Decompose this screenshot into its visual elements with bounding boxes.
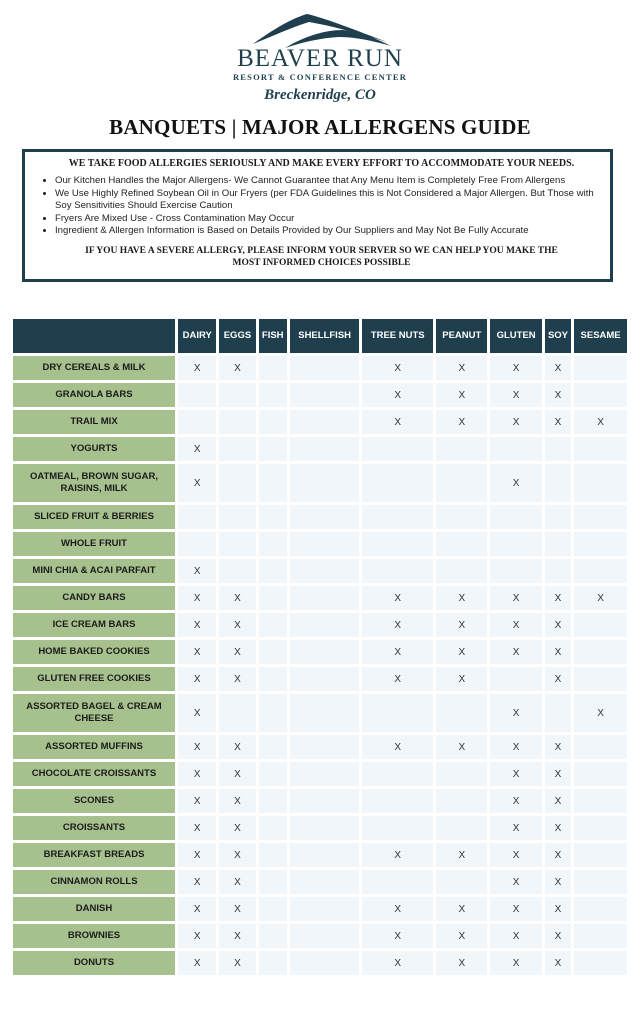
allergen-cell: X xyxy=(178,586,216,610)
page-title: BANQUETS | MAJOR ALLERGENS GUIDE xyxy=(109,115,531,139)
allergen-cell xyxy=(259,735,287,759)
allergen-cell: X xyxy=(545,789,571,813)
allergen-cell xyxy=(490,505,541,529)
allergen-cell: X xyxy=(219,816,255,840)
column-header: GLUTEN xyxy=(490,319,541,353)
table-row xyxy=(13,762,627,786)
menu-item-name: CANDY BARS xyxy=(13,586,175,610)
allergen-cell xyxy=(545,437,571,461)
menu-item-name: SCONES xyxy=(13,789,175,813)
allergen-cell xyxy=(290,410,359,434)
allergen-cell xyxy=(362,505,433,529)
menu-item-name: SLICED FRUIT & BERRIES xyxy=(13,505,175,529)
location-name: Breckenridge, CO xyxy=(264,87,376,103)
allergen-cell xyxy=(436,762,487,786)
allergen-cell: X xyxy=(545,383,571,407)
allergen-cell: X xyxy=(178,843,216,867)
allergen-cell: X xyxy=(178,613,216,637)
table-row xyxy=(13,613,627,637)
allergen-cell: X xyxy=(490,356,541,380)
allergen-cell xyxy=(545,559,571,583)
allergen-cell: X xyxy=(436,410,487,434)
allergen-cell: X xyxy=(436,356,487,380)
allergen-cell: X xyxy=(490,613,541,637)
allergen-cell xyxy=(219,410,255,434)
allergen-cell: X xyxy=(219,843,255,867)
allergen-cell xyxy=(362,464,433,502)
allergen-cell: X xyxy=(545,586,571,610)
allergen-cell: X xyxy=(178,356,216,380)
allergen-cell xyxy=(259,356,287,380)
allergen-cell xyxy=(436,559,487,583)
allergen-cell xyxy=(436,694,487,732)
allergen-cell xyxy=(490,559,541,583)
allergen-cell xyxy=(290,897,359,921)
allergen-cell: X xyxy=(490,816,541,840)
allergen-cell: X xyxy=(362,667,433,691)
allergen-cell xyxy=(436,789,487,813)
allergen-cell xyxy=(436,505,487,529)
allergen-cell xyxy=(362,559,433,583)
allergen-cell xyxy=(290,640,359,664)
menu-item-name: CINNAMON ROLLS xyxy=(13,870,175,894)
allergen-cell: X xyxy=(545,410,571,434)
column-header: FISH xyxy=(259,319,287,353)
allergen-cell xyxy=(574,924,627,948)
allergen-cell: X xyxy=(436,667,487,691)
table-row xyxy=(13,586,627,610)
allergen-cell: X xyxy=(490,924,541,948)
notice-footer: IF YOU HAVE A SEVERE ALLERGY, PLEASE INFORM YOUR SERVER SO WE CAN HELP YOU MAKE THE MOST INFORMED CHOICES POSSIBLE xyxy=(85,245,558,268)
table-row xyxy=(13,383,627,407)
table-row xyxy=(13,437,627,461)
allergen-cell xyxy=(259,383,287,407)
allergen-cell: X xyxy=(362,924,433,948)
allergen-cell xyxy=(362,870,433,894)
allergen-cell xyxy=(545,505,571,529)
column-header: SOY xyxy=(545,319,571,353)
allergen-table xyxy=(10,316,630,978)
allergen-cell xyxy=(290,762,359,786)
allergen-cell xyxy=(290,437,359,461)
allergen-cell xyxy=(259,586,287,610)
menu-item-name: HOME BAKED COOKIES xyxy=(13,640,175,664)
allergen-cell: X xyxy=(362,383,433,407)
mountain-logo-icon xyxy=(245,10,395,50)
allergen-cell: X xyxy=(545,667,571,691)
allergen-cell xyxy=(219,559,255,583)
allergen-cell: X xyxy=(178,559,216,583)
menu-item-name: ASSORTED MUFFINS xyxy=(13,735,175,759)
notice-bullet: • Ingredient & Allergen Information is Based on Details Provided by Our Suppliers and May Not Be Fully Accurate xyxy=(55,225,600,238)
allergen-cell: X xyxy=(362,410,433,434)
allergen-cell xyxy=(259,464,287,502)
brand-subtitle: RESORT & CONFERENCE CENTER xyxy=(232,72,408,82)
allergen-cell: X xyxy=(219,667,255,691)
allergen-cell xyxy=(259,789,287,813)
allergen-cell xyxy=(545,464,571,502)
allergen-cell: X xyxy=(545,870,571,894)
allergen-cell: X xyxy=(219,870,255,894)
allergen-cell xyxy=(259,694,287,732)
allergen-cell xyxy=(290,383,359,407)
allergen-cell xyxy=(436,464,487,502)
allergen-cell xyxy=(574,613,627,637)
allergen-cell: X xyxy=(219,897,255,921)
allergen-cell: X xyxy=(545,843,571,867)
allergen-cell xyxy=(362,694,433,732)
notice-list xyxy=(43,175,600,238)
notice-bullet: • Our Kitchen Handles the Major Allergens- We Cannot Guarantee that Any Menu Item is Completely Free From Allergens xyxy=(55,175,600,188)
allergen-cell: X xyxy=(545,951,571,975)
table-header-row xyxy=(13,319,627,353)
allergen-cell: X xyxy=(545,613,571,637)
allergen-cell xyxy=(290,505,359,529)
table-row xyxy=(13,951,627,975)
allergen-cell xyxy=(574,762,627,786)
allergen-cell xyxy=(259,532,287,556)
column-header: PEANUT xyxy=(436,319,487,353)
header-corner xyxy=(13,319,175,353)
allergen-cell xyxy=(290,924,359,948)
allergen-cell xyxy=(178,383,216,407)
menu-item-name: CROISSANTS xyxy=(13,816,175,840)
menu-item-name: CHOCOLATE CROISSANTS xyxy=(13,762,175,786)
allergen-cell xyxy=(436,816,487,840)
allergen-cell xyxy=(574,816,627,840)
allergy-notice-box xyxy=(22,149,613,282)
table-row xyxy=(13,464,627,502)
allergen-cell xyxy=(259,640,287,664)
allergen-cell: X xyxy=(219,951,255,975)
allergen-cell: X xyxy=(178,789,216,813)
allergen-cell xyxy=(290,951,359,975)
allergen-cell xyxy=(290,532,359,556)
menu-item-name: ASSORTED BAGEL & CREAM CHEESE xyxy=(13,694,175,732)
menu-item-name: OATMEAL, BROWN SUGAR, RAISINS, MILK xyxy=(13,464,175,502)
allergen-cell: X xyxy=(490,762,541,786)
allergen-cell xyxy=(490,437,541,461)
allergen-cell: X xyxy=(219,789,255,813)
allergen-cell: X xyxy=(178,762,216,786)
allergen-cell xyxy=(178,410,216,434)
table-row xyxy=(13,816,627,840)
allergen-cell xyxy=(259,870,287,894)
menu-item-name: WHOLE FRUIT xyxy=(13,532,175,556)
allergen-cell xyxy=(362,532,433,556)
allergen-cell: X xyxy=(490,789,541,813)
allergen-cell xyxy=(574,640,627,664)
allergen-cell: X xyxy=(436,735,487,759)
menu-item-name: DRY CEREALS & MILK xyxy=(13,356,175,380)
allergen-cell xyxy=(545,532,571,556)
allergen-cell: X xyxy=(362,897,433,921)
allergen-cell: X xyxy=(219,356,255,380)
allergen-cell xyxy=(259,559,287,583)
allergen-cell xyxy=(545,694,571,732)
allergen-cell: X xyxy=(545,897,571,921)
allergen-cell xyxy=(290,816,359,840)
allergen-cell: X xyxy=(178,464,216,502)
column-header: DAIRY xyxy=(178,319,216,353)
allergen-cell xyxy=(259,897,287,921)
allergen-cell: X xyxy=(178,870,216,894)
allergen-cell xyxy=(490,667,541,691)
column-header: SESAME xyxy=(574,319,627,353)
allergen-cell: X xyxy=(490,410,541,434)
allergen-cell: X xyxy=(490,586,541,610)
allergen-cell xyxy=(574,464,627,502)
allergen-cell: X xyxy=(362,640,433,664)
menu-item-name: MINI CHIA & ACAI PARFAIT xyxy=(13,559,175,583)
menu-item-name: ICE CREAM BARS xyxy=(13,613,175,637)
allergen-cell: X xyxy=(178,640,216,664)
menu-item-name: BREAKFAST BREADS xyxy=(13,843,175,867)
table-row xyxy=(13,640,627,664)
allergen-cell xyxy=(219,505,255,529)
allergen-cell xyxy=(362,437,433,461)
allergen-cell: X xyxy=(178,694,216,732)
allergen-cell: X xyxy=(219,586,255,610)
allergen-cell xyxy=(574,951,627,975)
allergen-cell xyxy=(574,532,627,556)
allergen-cell xyxy=(362,789,433,813)
allergen-cell xyxy=(574,383,627,407)
allergen-cell xyxy=(436,437,487,461)
allergen-cell xyxy=(259,667,287,691)
allergen-cell xyxy=(259,951,287,975)
allergen-cell xyxy=(362,816,433,840)
allergen-cell xyxy=(259,843,287,867)
allergen-cell xyxy=(574,437,627,461)
allergen-cell: X xyxy=(436,613,487,637)
menu-item-name: DONUTS xyxy=(13,951,175,975)
allergen-cell xyxy=(178,505,216,529)
allergen-cell: X xyxy=(490,464,541,502)
allergen-cell xyxy=(290,735,359,759)
table-row xyxy=(13,559,627,583)
allergen-cell: X xyxy=(436,843,487,867)
allergen-cell xyxy=(259,924,287,948)
allergen-cell xyxy=(490,532,541,556)
allergen-cell xyxy=(290,559,359,583)
allergen-cell: X xyxy=(178,667,216,691)
allergen-cell: X xyxy=(436,586,487,610)
allergen-cell: X xyxy=(219,613,255,637)
allergen-cell: X xyxy=(362,843,433,867)
allergen-cell: X xyxy=(574,410,627,434)
table-row xyxy=(13,924,627,948)
allergen-cell: X xyxy=(490,383,541,407)
table-row xyxy=(13,356,627,380)
allergen-cell xyxy=(574,356,627,380)
allergen-cell: X xyxy=(436,897,487,921)
allergen-cell: X xyxy=(362,951,433,975)
allergen-cell: X xyxy=(490,735,541,759)
allergen-cell: X xyxy=(490,897,541,921)
menu-item-name: DANISH xyxy=(13,897,175,921)
allergen-cell: X xyxy=(436,640,487,664)
allergen-cell: X xyxy=(178,816,216,840)
allergen-cell xyxy=(259,816,287,840)
allergen-cell: X xyxy=(545,924,571,948)
allergen-cell xyxy=(362,762,433,786)
allergen-cell: X xyxy=(490,694,541,732)
allergen-cell: X xyxy=(490,640,541,664)
allergen-cell: X xyxy=(490,951,541,975)
allergen-cell: X xyxy=(545,762,571,786)
menu-item-name: YOGURTS xyxy=(13,437,175,461)
allergen-cell: X xyxy=(436,924,487,948)
allergen-cell xyxy=(290,667,359,691)
allergen-cell xyxy=(290,843,359,867)
allergen-cell xyxy=(259,410,287,434)
menu-item-name: BROWNIES xyxy=(13,924,175,948)
allergen-cell: X xyxy=(219,735,255,759)
allergen-cell: X xyxy=(545,640,571,664)
allergen-cell: X xyxy=(178,897,216,921)
table-row xyxy=(13,789,627,813)
allergen-cell: X xyxy=(362,735,433,759)
brand-name: BEAVER RUN xyxy=(237,45,403,72)
notice-heading: WE TAKE FOOD ALLERGIES SERIOUSLY AND MAKE EVERY EFFORT TO ACCOMMODATE YOUR NEEDS. xyxy=(68,158,575,169)
allergen-cell xyxy=(574,505,627,529)
allergen-cell xyxy=(574,897,627,921)
menu-item-name: TRAIL MIX xyxy=(13,410,175,434)
allergen-cell xyxy=(574,843,627,867)
allergen-cell: X xyxy=(436,951,487,975)
table-body xyxy=(13,356,627,975)
allergen-cell: X xyxy=(219,762,255,786)
allergen-cell xyxy=(290,464,359,502)
allergen-cell xyxy=(259,613,287,637)
allergen-cell xyxy=(259,505,287,529)
allergen-cell: X xyxy=(219,640,255,664)
allergen-cell xyxy=(574,870,627,894)
allergen-cell xyxy=(259,437,287,461)
allergen-cell: X xyxy=(490,843,541,867)
allergen-cell xyxy=(290,789,359,813)
allergen-cell xyxy=(219,464,255,502)
column-header: SHELLFISH xyxy=(290,319,359,353)
allergen-cell xyxy=(574,789,627,813)
allergen-cell: X xyxy=(436,383,487,407)
allergen-cell xyxy=(574,735,627,759)
table-row xyxy=(13,505,627,529)
allergen-cell xyxy=(219,532,255,556)
allergen-cell xyxy=(290,356,359,380)
allergen-cell xyxy=(574,559,627,583)
allergen-cell: X xyxy=(545,816,571,840)
allergen-cell: X xyxy=(178,924,216,948)
allergen-cell: X xyxy=(362,586,433,610)
column-header: TREE NUTS xyxy=(362,319,433,353)
notice-bullet: • We Use Highly Refined Soybean Oil in Our Fryers (per FDA Guidelines this is Not Considered a Major Allergen. But Those with Soy Sensitivities Should Exercise Caution xyxy=(55,188,600,213)
allergen-cell xyxy=(436,870,487,894)
table-row xyxy=(13,843,627,867)
allergen-cell: X xyxy=(545,356,571,380)
table-row xyxy=(13,870,627,894)
allergen-cell: X xyxy=(362,613,433,637)
allergen-cell: X xyxy=(490,870,541,894)
beaver-run-logo xyxy=(0,10,640,103)
allergen-cell xyxy=(574,667,627,691)
allergen-cell xyxy=(178,532,216,556)
allergen-cell: X xyxy=(362,356,433,380)
table-row xyxy=(13,410,627,434)
allergen-cell: X xyxy=(178,437,216,461)
allergen-cell xyxy=(290,613,359,637)
allergen-cell xyxy=(290,586,359,610)
allergen-cell xyxy=(290,694,359,732)
allergen-cell xyxy=(219,383,255,407)
column-header: EGGS xyxy=(219,319,255,353)
table-row xyxy=(13,897,627,921)
allergen-cell xyxy=(219,694,255,732)
allergen-cell: X xyxy=(219,924,255,948)
allergen-cell xyxy=(290,870,359,894)
table-row xyxy=(13,667,627,691)
notice-bullet: • Fryers Are Mixed Use - Cross Contamination May Occur xyxy=(55,213,600,226)
allergen-cell xyxy=(259,762,287,786)
allergen-cell: X xyxy=(545,735,571,759)
allergen-cell: X xyxy=(574,694,627,732)
menu-item-name: GRANOLA BARS xyxy=(13,383,175,407)
table-row xyxy=(13,694,627,732)
menu-item-name: GLUTEN FREE COOKIES xyxy=(13,667,175,691)
allergen-cell xyxy=(219,437,255,461)
allergen-cell: X xyxy=(574,586,627,610)
table-row xyxy=(13,735,627,759)
allergen-cell: X xyxy=(178,735,216,759)
table-row xyxy=(13,532,627,556)
allergen-cell xyxy=(436,532,487,556)
allergen-cell: X xyxy=(178,951,216,975)
